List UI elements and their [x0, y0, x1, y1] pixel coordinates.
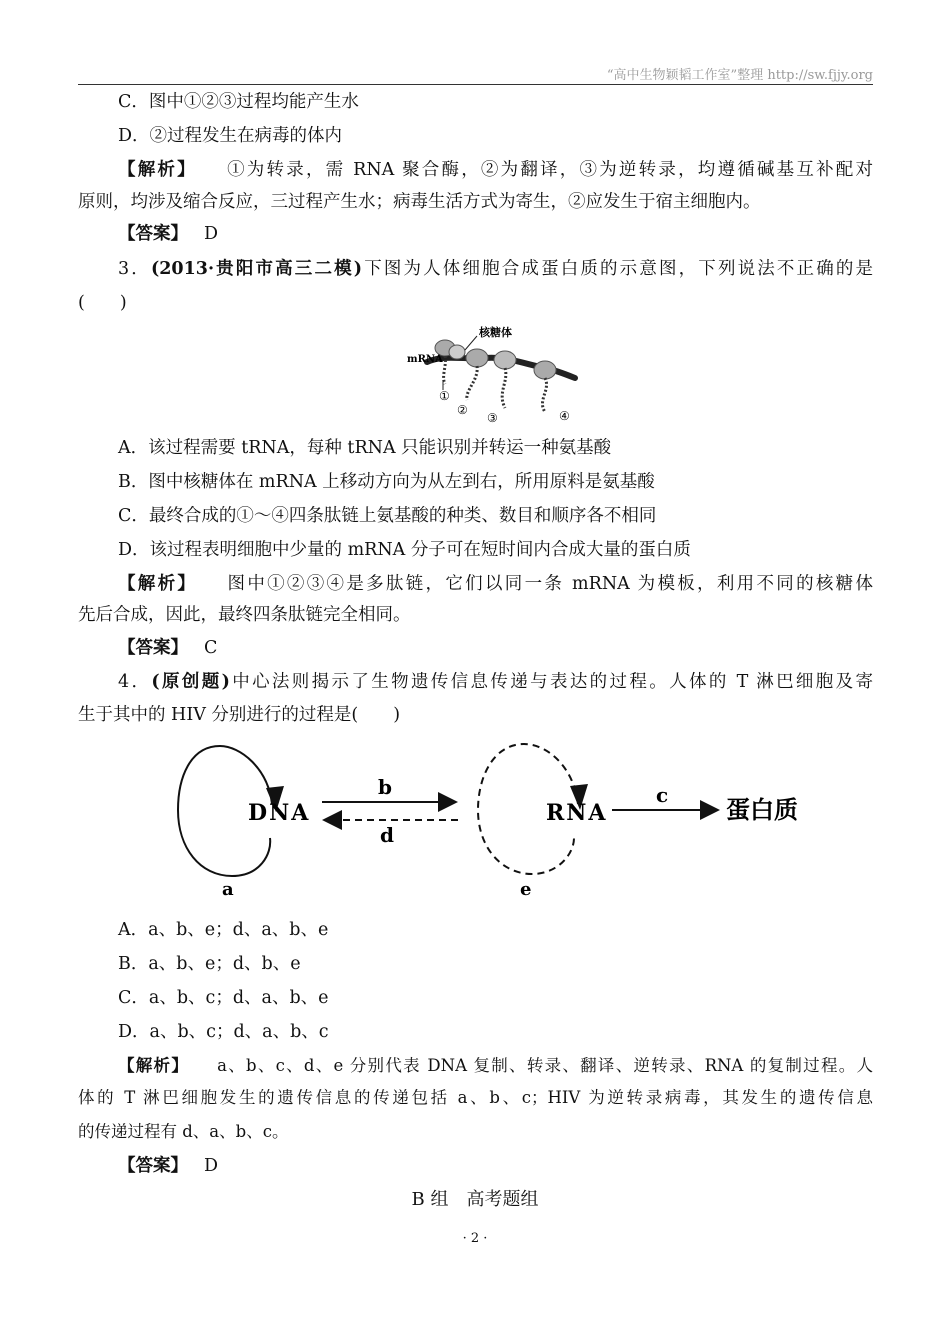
q2-analysis-line2: 原则，均涉及缩合反应，三过程产生水；病毒生活方式为寄生，②应发生于宿主细胞内。 [78, 192, 761, 212]
chain-2-label: ② [457, 403, 468, 417]
question-number: 3． [118, 259, 151, 279]
mrna-label: mRNA [407, 354, 443, 365]
page-header [78, 62, 873, 85]
answer-value: D [204, 224, 219, 244]
q4-analysis-line3: 的传递过程有 d、a、b、c。 [78, 1122, 289, 1141]
analysis-text: a、b、c、d、e 分别代表 DNA 复制、转录、翻译、逆转录、RNA 的复制过程。人 [217, 1056, 874, 1075]
analysis-tag: 【解析】 [118, 1056, 190, 1075]
q4-option-b: B．a、b、e；d、b、e [118, 954, 301, 974]
process-a-label: a [222, 879, 234, 900]
q2-option-c: C．图中①②③过程均能产生水 [118, 92, 359, 112]
answer-tag: 【答案】 [118, 224, 188, 244]
q4-answer [118, 1154, 873, 1178]
process-b-label: b [378, 775, 392, 799]
question-source: (2013·贵阳市高三二模) [150, 259, 363, 279]
q4-option-c: C．a、b、c；d、a、b、e [118, 988, 329, 1008]
q3-option-a: A．该过程需要 tRNA，每种 tRNA 只能识别并转运一种氨基酸 [118, 438, 612, 458]
q2-answer [118, 222, 873, 246]
q3-option-c: C．最终合成的①～④四条肽链上氨基酸的种类、数目和顺序各不相同 [118, 506, 657, 526]
analysis-text: ①为转录，需 RNA 聚合酶，②为翻译，③为逆转录，均遵循碱基互补配对 [224, 160, 874, 180]
central-dogma-diagram [160, 738, 830, 908]
q3-option-d: D．该过程表明细胞中少量的 mRNA 分子可在短时间内合成大量的蛋白质 [118, 540, 691, 560]
q4-stem-line1 [118, 670, 873, 694]
header-text: “高中生物颖韬工作室”整理 http://sw.fjjy.org [606, 68, 873, 83]
chain-3-label: ③ [487, 411, 498, 425]
chain-1-label: ① [439, 389, 450, 403]
q3-stem-line1 [118, 257, 873, 281]
q4-stem-line2: 生于其中的 HIV 分别进行的过程是( ) [78, 705, 401, 725]
question-number: 4． [118, 672, 152, 692]
translation-figure [405, 318, 585, 430]
q2-analysis-line1 [118, 158, 873, 182]
q3-option-b: B．图中核糖体在 mRNA 上移动方向为从左到右，所用原料是氨基酸 [118, 472, 655, 492]
analysis-tag: 【解析】 [118, 160, 197, 180]
answer-tag: 【答案】 [118, 638, 188, 658]
process-e-label: e [520, 879, 532, 900]
rna-label: RNA [546, 800, 608, 826]
ribosome-label: 核糖体 [479, 326, 512, 339]
q4-analysis-line2: 体的 T 淋巴细胞发生的遗传信息的传递包括 a、b、c；HIV 为逆转录病毒，其发生的遗传信息 [78, 1088, 873, 1107]
process-d-label: d [380, 823, 394, 847]
question-stem: 下图为人体细胞合成蛋白质的示意图，下列说法不正确的是 [362, 259, 874, 279]
analysis-text: 图中①②③④是多肽链，它们以同一条 mRNA 为模板，利用不同的核糖体 [225, 574, 873, 594]
q3-answer [118, 636, 873, 660]
chain-4-label: ④ [559, 409, 570, 423]
answer-value: C [204, 638, 218, 658]
page-number: · 2 · [462, 1231, 488, 1246]
q4-analysis-line1 [118, 1054, 873, 1078]
section-title: B 组 高考题组 [411, 1189, 539, 1210]
question-stem: 中心法则揭示了生物遗传信息传递与表达的过程。人体的 T 淋巴细胞及寄 [229, 672, 874, 692]
answer-tag: 【答案】 [118, 1156, 188, 1176]
q4-option-a: A．a、b、e；d、a、b、e [118, 920, 329, 940]
protein-label: 蛋白质 [726, 795, 798, 824]
process-c-label: c [656, 783, 669, 807]
q3-analysis-line1 [118, 572, 873, 596]
analysis-tag: 【解析】 [118, 574, 198, 594]
q3-analysis-line2: 先后合成，因此，最终四条肽链完全相同。 [78, 605, 411, 625]
dna-label: DNA [248, 800, 311, 826]
q3-stem-line2: ( ) [78, 293, 127, 313]
answer-value: D [204, 1156, 219, 1176]
question-source: (原创题) [151, 672, 230, 692]
q4-option-d: D．a、b、c；d、a、b、c [118, 1022, 329, 1042]
q2-option-d: D．②过程发生在病毒的体内 [118, 126, 343, 146]
